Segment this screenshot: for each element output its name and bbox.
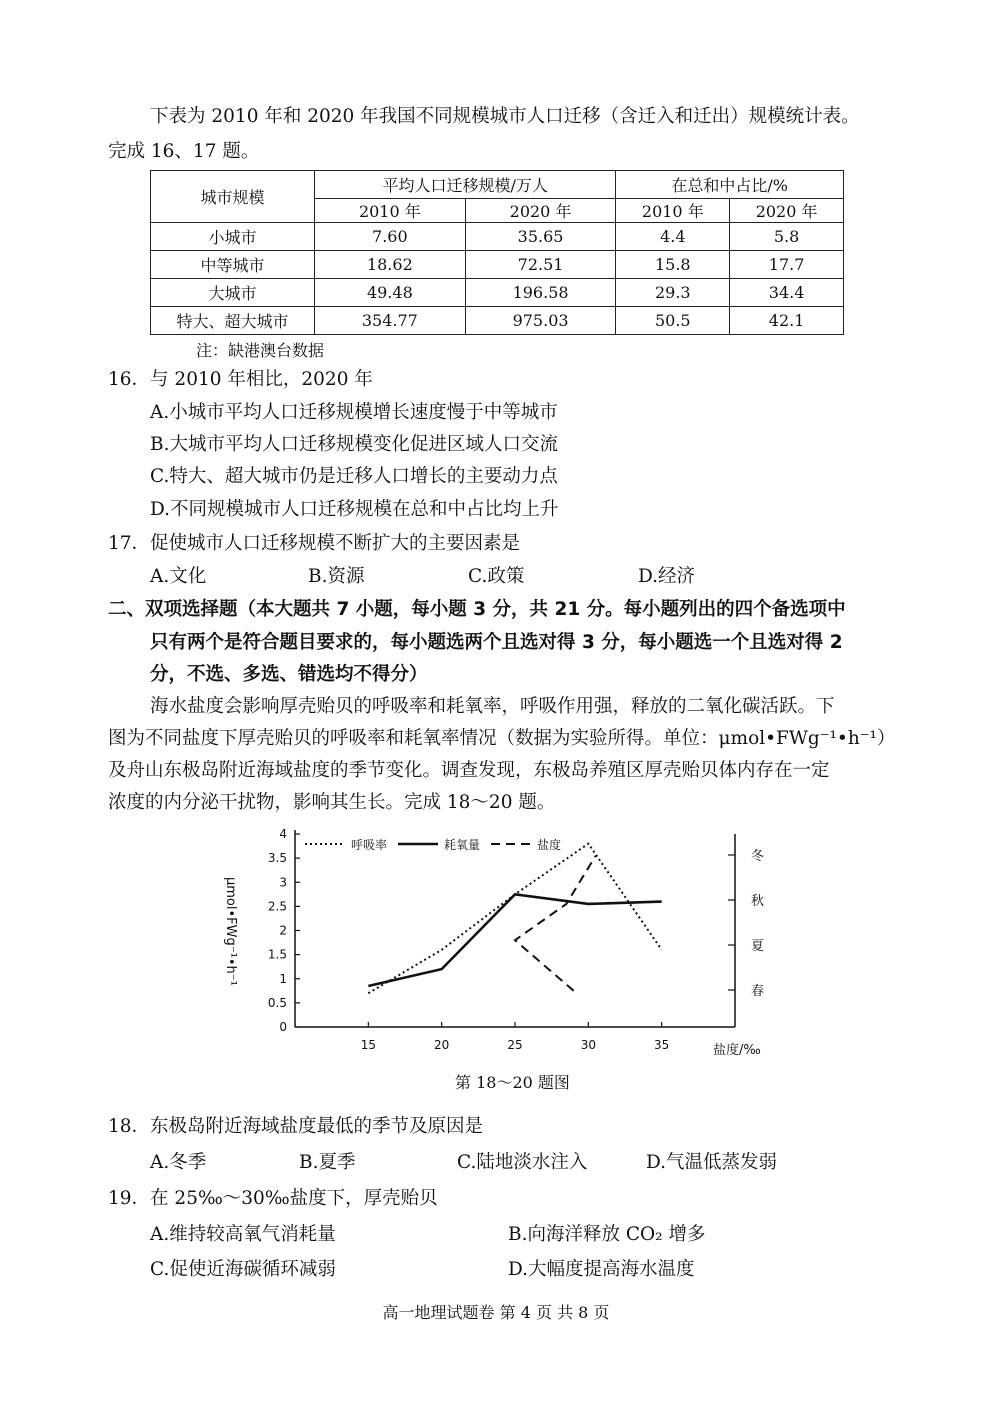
table-cell: 18.62 (315, 251, 466, 279)
header-year: 2020 年 (730, 199, 844, 223)
q16-option-c: C.特大、超大城市仍是迁移人口增长的主要动力点 (150, 466, 558, 487)
migration-table (150, 170, 844, 335)
q19-option-a: A.维持较高氧气消耗量 (150, 1224, 336, 1245)
chart-caption: 第 18～20 题图 (455, 1073, 570, 1092)
table-cell: 35.65 (465, 223, 616, 251)
table-cell: 196.58 (465, 279, 616, 307)
section2-line-1: 二、双项选择题（本大题共 7 小题，每小题 3 分，共 21 分。每小题列出的四个备选项中 (108, 599, 846, 620)
y-tick-label: 1.5 (267, 947, 287, 962)
table-row (151, 251, 844, 279)
x-tick-label: 20 (434, 1038, 450, 1052)
q18-option-d: D.气温低蒸发弱 (646, 1152, 778, 1173)
season-label: 冬 (751, 849, 765, 864)
passage-line-3: 及舟山东极岛附近海域盐度的季节变化。调查发现，东极岛养殖区厚壳贻贝体内存在一定 (108, 760, 830, 781)
table-cell: 中等城市 (151, 251, 315, 279)
y-tick-label: 4 (279, 827, 287, 841)
series-line (515, 856, 596, 991)
q17-option-c: C.政策 (468, 566, 525, 587)
legend-label: 盐度 (537, 838, 562, 852)
salinity-respiration-chart (215, 822, 775, 1064)
header-year: 2010 年 (315, 199, 466, 223)
section2-line-2: 只有两个是符合题目要求的，每小题选两个且选对得 3 分，每小题选一个且选对得 2 (150, 632, 843, 653)
q16-stem: 16．与 2010 年相比，2020 年 (108, 369, 373, 390)
legend-label: 呼吸率 (351, 838, 388, 852)
section2-line-3: 分，不选、多选、错选均不得分） (150, 664, 428, 685)
q18-option-a: A.冬季 (150, 1152, 207, 1173)
table-cell: 大城市 (151, 279, 315, 307)
x-tick-label: 25 (507, 1038, 523, 1052)
table-row (151, 307, 844, 335)
x-tick-label: 35 (654, 1038, 670, 1052)
page-footer: 高一地理试题卷 第 4 页 共 8 页 (382, 1303, 610, 1322)
passage-line-1: 海水盐度会影响厚壳贻贝的呼吸率和耗氧率，呼吸作用强，释放的二氧化碳活跃。下 (150, 696, 835, 717)
table-cell: 7.60 (315, 223, 466, 251)
y-tick-label: 2.5 (267, 899, 287, 914)
y-tick-label: 0.5 (267, 995, 287, 1010)
table-cell: 354.77 (315, 307, 466, 335)
q18-option-c: C.陆地淡水注入 (457, 1152, 588, 1173)
y-tick-label: 2 (279, 923, 287, 938)
table-cell: 42.1 (730, 307, 844, 335)
intro-line-1: 下表为 2010 年和 2020 年我国不同规模城市人口迁移（含迁入和迁出）规模统计表。 (150, 106, 860, 127)
y-tick-label: 3.5 (267, 851, 287, 866)
x-axis-label: 盐度/‰ (713, 1043, 761, 1058)
q17-stem: 17．促使城市人口迁移规模不断扩大的主要因素是 (108, 533, 521, 554)
series-line (368, 844, 661, 994)
q16-option-b: B.大城市平均人口迁移规模变化促进区域人口交流 (150, 434, 558, 455)
table-cell: 49.48 (315, 279, 466, 307)
q18-stem: 18．东极岛附近海域盐度最低的季节及原因是 (108, 1116, 484, 1137)
table-cell: 小城市 (151, 223, 315, 251)
q19-option-b: B.向海洋释放 CO₂ 增多 (508, 1224, 706, 1245)
q18-option-b: B.夏季 (299, 1152, 356, 1173)
table-cell: 975.03 (465, 307, 616, 335)
table-cell: 4.4 (616, 223, 730, 251)
table-row (151, 223, 844, 251)
q16-option-d: D.不同规模城市人口迁移规模在总和中占比均上升 (150, 499, 559, 520)
table-note: 注：缺港澳台数据 (196, 341, 325, 360)
table-cell: 15.8 (616, 251, 730, 279)
header-share: 在总和中占比/% (616, 171, 844, 199)
table-cell: 29.3 (616, 279, 730, 307)
y-tick-label: 0 (279, 1020, 287, 1034)
x-tick-label: 30 (580, 1038, 596, 1052)
header-avg-migration: 平均人口迁移规模/万人 (315, 171, 616, 199)
intro-line-2: 完成 16、17 题。 (108, 141, 260, 162)
header-year: 2010 年 (616, 199, 730, 223)
q17-option-a: A.文化 (150, 566, 207, 587)
y-tick-label: 3 (279, 875, 287, 890)
q17-option-d: D.经济 (638, 566, 696, 587)
season-label: 秋 (751, 894, 765, 909)
header-year: 2020 年 (465, 199, 616, 223)
season-label: 夏 (751, 939, 765, 954)
x-tick-label: 15 (360, 1038, 376, 1052)
table-row (151, 279, 844, 307)
q16-option-a: A.小城市平均人口迁移规模增长速度慢于中等城市 (150, 402, 558, 423)
table-cell: 特大、超大城市 (151, 307, 315, 335)
q19-option-c: C.促使近海碳循环减弱 (150, 1259, 336, 1280)
table-cell: 17.7 (730, 251, 844, 279)
table-cell: 34.4 (730, 279, 844, 307)
q19-stem: 19．在 25‰～30‰盐度下，厚壳贻贝 (108, 1188, 438, 1209)
table-cell: 5.8 (730, 223, 844, 251)
y-axis-label: μmol•FWg⁻¹•h⁻¹ (223, 877, 238, 986)
table-cell: 72.51 (465, 251, 616, 279)
passage-line-4: 浓度的内分泌干扰物，影响其生长。完成 18～20 题。 (108, 792, 556, 813)
table-cell: 50.5 (616, 307, 730, 335)
season-label: 春 (751, 984, 765, 999)
passage-line-2: 图为不同盐度下厚壳贻贝的呼吸率和耗氧率情况（数据为实验所得。单位：μmol•FWg⁻¹•h⁻¹） (108, 728, 896, 749)
header-city-scale: 城市规模 (151, 171, 315, 223)
y-tick-label: 1 (279, 971, 287, 986)
legend-label: 耗氧量 (444, 838, 481, 852)
q19-option-d: D.大幅度提高海水温度 (508, 1259, 695, 1280)
q17-option-b: B.资源 (308, 566, 365, 587)
